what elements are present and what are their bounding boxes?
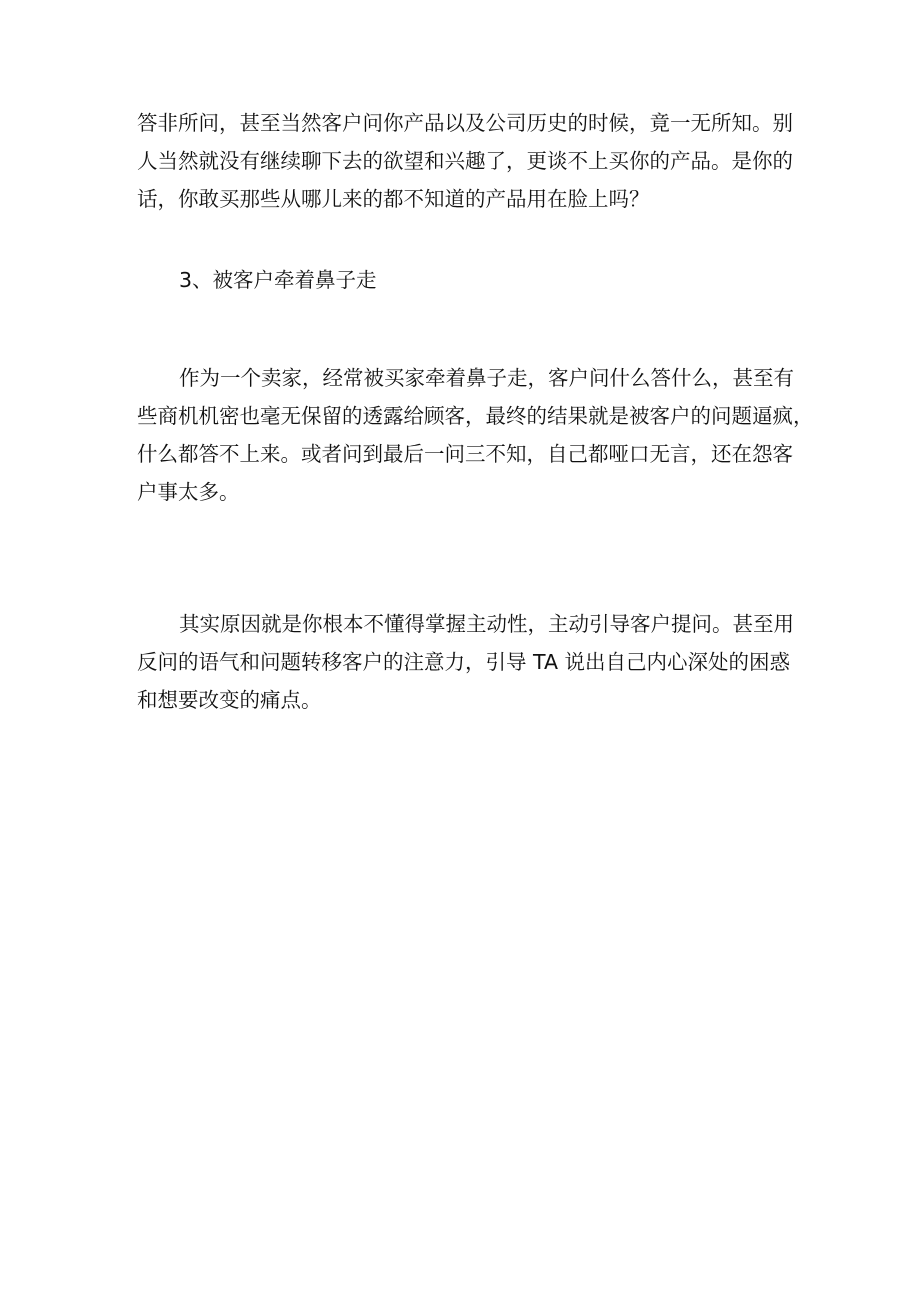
text-line: 作为一个卖家，经常被买家牵着鼻子走，客户问什么答什么，甚至有 <box>179 366 794 390</box>
paragraph-root-cause <box>137 605 803 719</box>
text-line: 什么都答不上来。或者问到最后一问三不知，自己都哑口无言，还在怨客 <box>137 442 793 466</box>
text-line: 反问的语气和问题转移客户的注意力，引导 TA 说出自己内心深处的困惑 <box>137 650 790 674</box>
text-line: 人当然就没有继续聊下去的欲望和兴趣了，更谈不上买你的产品。是你的 <box>137 149 793 173</box>
text-line: 些商机机密也毫无保留的透露给顾客，最终的结果就是被客户的问题逼疯， <box>137 404 814 428</box>
paragraph-unresponsive-answers <box>137 104 803 218</box>
text-line: 答非所问，甚至当然客户问你产品以及公司历史的时候，竟一无所知。别 <box>137 111 793 135</box>
text-line: 和想要改变的痛点。 <box>137 688 322 712</box>
section-heading <box>137 261 803 299</box>
text-line: 户事太多。 <box>137 480 240 504</box>
paragraph-led-by-customer <box>137 359 814 511</box>
text-line: 其实原因就是你根本不懂得掌握主动性，主动引导客户提问。甚至用 <box>179 612 794 636</box>
text-line: 话，你敢买那些从哪儿来的都不知道的产品用在脸上吗？ <box>137 187 650 211</box>
heading-text: 3、被客户牵着鼻子走 <box>179 268 377 292</box>
